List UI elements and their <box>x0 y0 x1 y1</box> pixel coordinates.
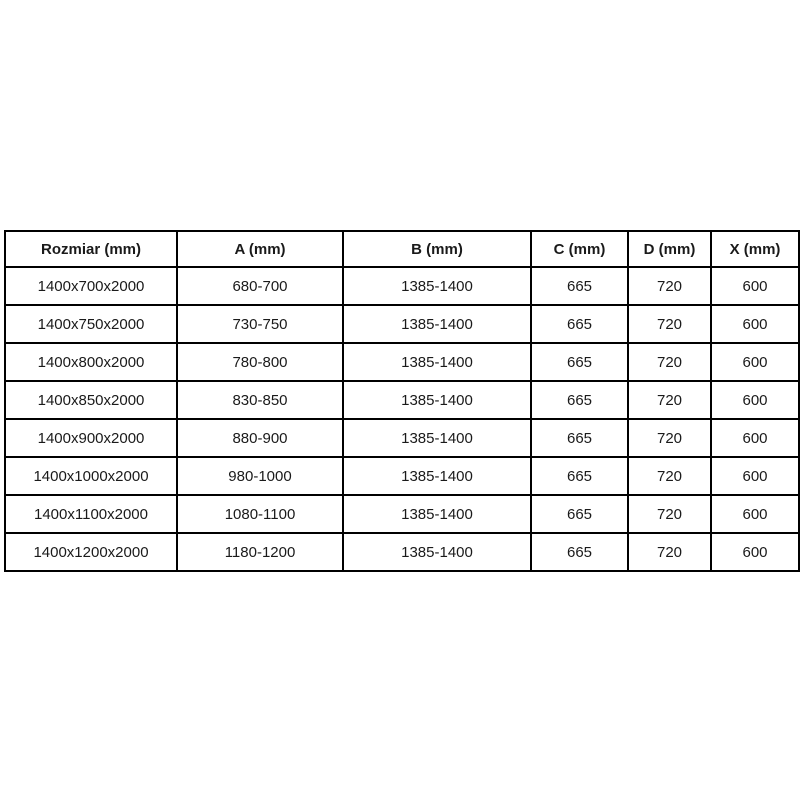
cell-b: 1385-1400 <box>343 305 531 343</box>
cell-d: 720 <box>628 457 711 495</box>
cell-rozmiar: 1400x700x2000 <box>5 267 177 305</box>
column-header-c: C (mm) <box>531 231 628 267</box>
column-header-b: B (mm) <box>343 231 531 267</box>
cell-d: 720 <box>628 343 711 381</box>
column-header-a: A (mm) <box>177 231 343 267</box>
cell-rozmiar: 1400x900x2000 <box>5 419 177 457</box>
cell-b: 1385-1400 <box>343 343 531 381</box>
cell-rozmiar: 1400x850x2000 <box>5 381 177 419</box>
cell-x: 600 <box>711 343 799 381</box>
cell-c: 665 <box>531 343 628 381</box>
cell-x: 600 <box>711 419 799 457</box>
cell-d: 720 <box>628 381 711 419</box>
cell-c: 665 <box>531 305 628 343</box>
dimensions-table <box>4 230 800 572</box>
cell-x: 600 <box>711 381 799 419</box>
table-row <box>5 267 799 305</box>
cell-a: 780-800 <box>177 343 343 381</box>
cell-a: 680-700 <box>177 267 343 305</box>
cell-c: 665 <box>531 381 628 419</box>
cell-c: 665 <box>531 457 628 495</box>
cell-a: 880-900 <box>177 419 343 457</box>
cell-a: 730-750 <box>177 305 343 343</box>
cell-c: 665 <box>531 419 628 457</box>
cell-x: 600 <box>711 267 799 305</box>
table-row <box>5 533 799 571</box>
cell-b: 1385-1400 <box>343 533 531 571</box>
table-row <box>5 457 799 495</box>
cell-x: 600 <box>711 457 799 495</box>
cell-rozmiar: 1400x750x2000 <box>5 305 177 343</box>
cell-c: 665 <box>531 495 628 533</box>
cell-a: 1080-1100 <box>177 495 343 533</box>
cell-d: 720 <box>628 495 711 533</box>
header-row <box>5 231 799 267</box>
table-row <box>5 495 799 533</box>
cell-x: 600 <box>711 305 799 343</box>
cell-b: 1385-1400 <box>343 457 531 495</box>
column-header-rozmiar: Rozmiar (mm) <box>5 231 177 267</box>
cell-rozmiar: 1400x1000x2000 <box>5 457 177 495</box>
cell-a: 830-850 <box>177 381 343 419</box>
cell-x: 600 <box>711 495 799 533</box>
table-row <box>5 419 799 457</box>
cell-x: 600 <box>711 533 799 571</box>
cell-c: 665 <box>531 267 628 305</box>
cell-rozmiar: 1400x1200x2000 <box>5 533 177 571</box>
cell-b: 1385-1400 <box>343 381 531 419</box>
cell-c: 665 <box>531 533 628 571</box>
cell-d: 720 <box>628 267 711 305</box>
column-header-x: X (mm) <box>711 231 799 267</box>
table-row <box>5 305 799 343</box>
table-row <box>5 381 799 419</box>
cell-rozmiar: 1400x1100x2000 <box>5 495 177 533</box>
cell-a: 980-1000 <box>177 457 343 495</box>
cell-a: 1180-1200 <box>177 533 343 571</box>
cell-d: 720 <box>628 305 711 343</box>
column-header-d: D (mm) <box>628 231 711 267</box>
cell-rozmiar: 1400x800x2000 <box>5 343 177 381</box>
cell-b: 1385-1400 <box>343 267 531 305</box>
cell-b: 1385-1400 <box>343 495 531 533</box>
cell-d: 720 <box>628 533 711 571</box>
cell-d: 720 <box>628 419 711 457</box>
cell-b: 1385-1400 <box>343 419 531 457</box>
table-row <box>5 343 799 381</box>
